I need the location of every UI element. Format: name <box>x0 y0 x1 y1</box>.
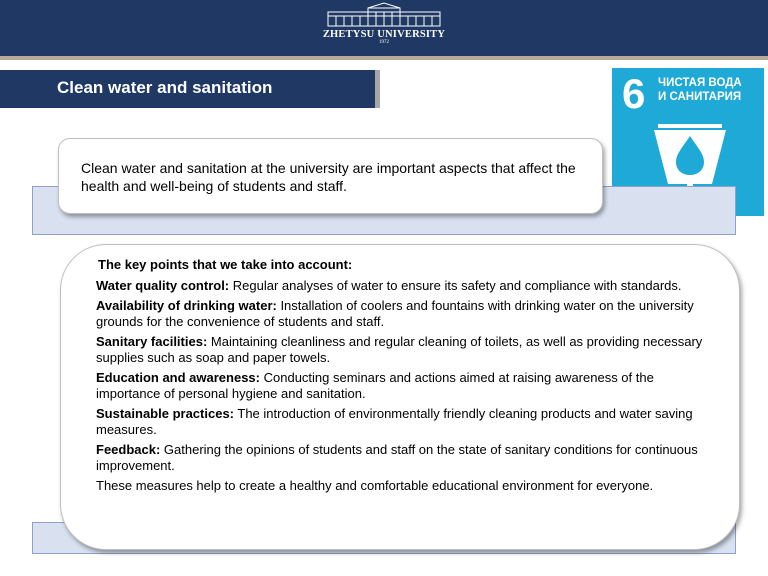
intro-text: Clean water and sanitation at the university are important aspects that affect the health and well-being of students and staff. <box>81 160 576 194</box>
key-points-box <box>60 244 740 550</box>
key-point-text: Conducting seminars and actions aimed at raising awareness of the importance of personal hygiene and sanitation. <box>96 370 654 401</box>
key-points-title: The key points that we take into account: <box>98 257 353 272</box>
founded-year: 1972 <box>379 40 389 45</box>
sdg-label-line1: ЧИСТАЯ ВОДА <box>658 77 742 89</box>
key-point-heading: Water quality control: <box>96 277 230 293</box>
key-point-heading: Sanitary facilities: <box>96 334 208 349</box>
key-point-item <box>96 278 719 294</box>
key-point-heading: Feedback: <box>96 442 161 457</box>
key-points-conclusion: These measures help to create a healthy and comfortable educational environment for everyone. <box>96 478 654 493</box>
page-title: Clean water and sanitation <box>57 78 273 97</box>
sdg-label-line2: И САНИТАРИЯ <box>658 91 742 103</box>
sdg-label <box>658 76 742 104</box>
key-point-item <box>96 370 719 401</box>
key-point-heading: Education and awareness: <box>96 370 260 385</box>
key-point-text: Gathering the opinions of students and staff on the state of sanitary conditions for continuous improvement. <box>96 442 698 473</box>
key-point-heading: Sustainable practices: <box>96 406 234 421</box>
header-divider <box>0 56 768 60</box>
key-point-item <box>96 298 719 329</box>
header-bar <box>0 0 768 56</box>
key-point-item <box>96 406 719 437</box>
intro-box <box>58 138 603 214</box>
key-point-text: The introduction of environmentally friendly cleaning products and water saving measures. <box>96 406 693 437</box>
key-point-text: Installation of coolers and fountains with drinking water on the university grounds for the convenience of students and staff. <box>96 298 694 329</box>
key-point-text: Regular analyses of water to ensure its safety and compliance with standards. <box>229 277 682 293</box>
key-point-text: Maintaining cleanliness and regular cleaning of toilets, as well as providing necessary supplies such as soap and paper towels. <box>96 334 703 365</box>
key-point-item <box>96 442 719 473</box>
university-name: ZHETYSU UNIVERSITY <box>322 29 446 40</box>
key-point-item <box>96 334 719 365</box>
key-point-heading: Availability of drinking water: <box>96 298 277 313</box>
sdg-number: 6 <box>622 70 646 117</box>
university-logo <box>318 2 450 54</box>
title-bar <box>0 70 380 108</box>
university-building-icon <box>324 2 444 28</box>
